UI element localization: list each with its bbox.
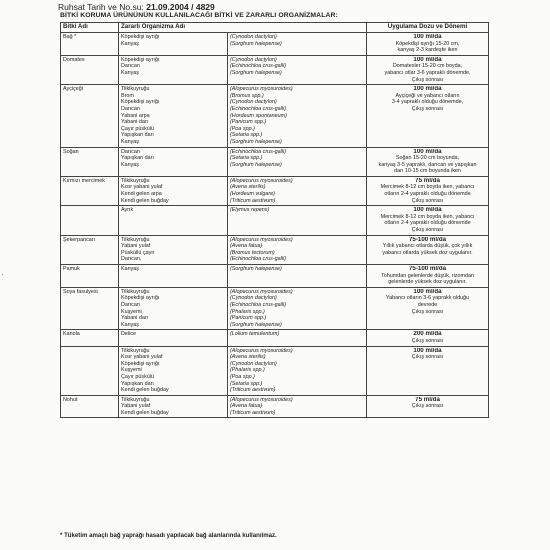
plant-name: Domates	[63, 56, 85, 63]
pest-common-name: Kanyaş	[121, 321, 139, 328]
pest-common-name: Yabani darı	[121, 315, 149, 322]
plant-name: Şekerpancarı	[63, 236, 96, 243]
dose-value: 100 ml/da	[413, 86, 442, 93]
pest-common-name: Kendi gelen buğday	[121, 409, 169, 416]
dose-note: Mercimek 8-12 cm boyda iken, yabancı	[380, 213, 475, 220]
pest-common-name: Darıcan	[121, 301, 140, 308]
dose-cell	[367, 235, 489, 264]
dose-cell	[367, 287, 489, 330]
table-row	[61, 235, 489, 264]
plant-name-cell	[61, 206, 119, 235]
pest-common-names-cell	[119, 395, 228, 418]
pest-common-names-cell	[119, 147, 228, 176]
plant-pest-table	[60, 22, 489, 418]
pest-scientific-names-cell	[228, 147, 367, 176]
dose-note: Çıkış sonrası	[411, 197, 444, 204]
plant-name-cell	[61, 330, 119, 346]
table-row	[61, 176, 489, 205]
pest-scientific-name: (Alopecurus myosuroides)	[230, 288, 293, 295]
pest-scientific-name: (Echinochloa crus-galli)	[230, 256, 287, 263]
plant-name: Ayçiçeği	[63, 86, 83, 93]
pest-common-name: Kuşyemi	[121, 367, 142, 374]
dose-note: Domatesler 15-20 cm boyda,	[392, 63, 463, 70]
pest-common-names-cell	[119, 206, 228, 235]
pest-common-name: Çayır püskülü	[121, 373, 154, 380]
dose-note: yabancı otlar 3-6 yapraklı dönemde,	[384, 69, 471, 76]
pest-scientific-name: (Poa spp.)	[230, 125, 255, 132]
pest-scientific-name: (Sorghum halepense)	[230, 40, 282, 47]
pest-scientific-name: (Bromus spp.)	[230, 92, 264, 99]
pest-common-name: Yapışkan darı	[121, 132, 154, 139]
dose-cell	[367, 395, 489, 418]
plant-name: Kanola	[63, 331, 80, 338]
table-row	[61, 147, 489, 176]
pest-scientific-name: (Echinochloa crus-galli)	[230, 148, 287, 155]
dose-note: Çıkış sonrası	[411, 76, 444, 83]
pest-scientific-name: (Sorghum halepense)	[230, 69, 282, 76]
pest-common-names-cell	[119, 33, 228, 56]
pest-scientific-name: (Echinochloa crus-galli)	[230, 301, 287, 308]
pest-common-names-cell	[119, 287, 228, 330]
pest-scientific-name: (Sorghum halepense)	[230, 138, 282, 145]
pest-common-name: Delice	[121, 331, 136, 338]
pest-common-name: Kısır yabani yulaf	[121, 184, 163, 191]
pest-common-name: Kuşyemi	[121, 308, 142, 315]
dose-note: yabancı otlarda yüksek doz uygulanır.	[382, 249, 473, 256]
dose-value: 100 ml/da	[413, 288, 442, 295]
pest-common-name: Darıcan,	[121, 256, 142, 263]
pest-scientific-names-cell	[228, 395, 367, 418]
dose-note: Soğan 15-20 cm boyunda,	[395, 155, 460, 162]
plant-name: Pamuk	[63, 266, 80, 272]
pest-common-name: Köpekdişi ayrığı	[121, 295, 160, 302]
pest-scientific-name: (Sorghum halepense)	[230, 321, 282, 328]
pest-scientific-names-cell	[228, 235, 367, 264]
pest-common-name: Kanyaş	[121, 266, 139, 272]
dose-value: 75-100 ml/da	[408, 266, 447, 272]
pest-scientific-names-cell	[228, 265, 367, 288]
dose-cell	[367, 55, 489, 84]
dose-value: 75-100 ml/da	[408, 236, 447, 243]
dose-cell	[367, 176, 489, 205]
pest-common-name: Tilkikuyruğu	[121, 347, 150, 354]
table-row	[61, 346, 489, 395]
pest-common-name: Tilkikuyruğu	[121, 177, 150, 184]
plant-name-cell	[61, 176, 119, 205]
pest-scientific-name: (Cynodon dactylon)	[230, 360, 277, 367]
pest-scientific-names-cell	[228, 287, 367, 330]
dose-cell	[367, 330, 489, 346]
pest-common-name: Yapışkan darı	[121, 380, 154, 387]
pest-scientific-name: (Avena sterilis)	[230, 354, 266, 361]
pest-scientific-names-cell	[228, 176, 367, 205]
table-row	[61, 265, 489, 288]
pest-scientific-name: (Triticum aestivum)	[230, 387, 276, 394]
pest-scientific-name: (Avena fatua)	[230, 243, 263, 250]
pest-common-name: Kanyaş	[121, 40, 139, 47]
dose-note: Tohumdan gelenlerde düşük, rizomdan	[381, 272, 474, 279]
table-row	[61, 330, 489, 346]
table-row	[61, 395, 489, 418]
pest-common-name: Yabani yulaf	[121, 403, 151, 410]
plant-name-cell	[61, 33, 119, 56]
column-header-plant: Bitki Adı	[61, 23, 119, 33]
dose-note: Mercimek 8-12 cm boyda iken, yabancı	[380, 184, 475, 191]
dose-note: Ayçiçeği ve yabancı otların	[395, 92, 460, 99]
pest-scientific-name: (Phalaris spp.)	[230, 308, 265, 315]
dose-value: 100 ml/da	[413, 34, 442, 40]
pest-scientific-name: (Setaria spp.)	[230, 380, 263, 387]
dose-note: kanyaş 2-3 kardeşte iken	[397, 47, 458, 54]
pest-scientific-name: (Lolium temulentum)	[230, 331, 280, 338]
pest-common-name: Darıcan	[121, 148, 140, 155]
plant-name-cell	[61, 346, 119, 395]
dose-note: Çıkış sonrası	[411, 403, 444, 410]
plant-name: Bağ *	[63, 34, 77, 40]
pest-scientific-name: (Setaria spp.)	[230, 155, 263, 162]
dose-note: Çıkış sonrası	[411, 227, 444, 234]
dose-value: 75 ml/da	[415, 177, 440, 184]
pest-scientific-name: (Alopecurus myosuroides)	[230, 236, 293, 243]
pest-scientific-name: (Sorghum halepense)	[230, 266, 282, 272]
pest-scientific-name: (Alopecurus myosuroides)	[230, 396, 293, 403]
pest-common-name: Kendi gelen arpa	[121, 191, 162, 198]
pest-common-name: Yapışkan darı	[121, 155, 154, 162]
pest-scientific-name: (Bromus tectorum)	[230, 249, 275, 256]
dose-note: gelenlerde yüksek doz uygulanır.	[388, 279, 467, 286]
dose-note: Çıkış sonrası	[411, 105, 444, 112]
plant-name-cell	[61, 265, 119, 288]
dose-note: 3-4 yapraklı olduğu dönemde,	[391, 99, 464, 106]
pest-scientific-name: (Alopecurus myosuroides)	[230, 86, 293, 93]
plant-name: Soya fasulyesi	[63, 288, 98, 295]
table-row	[61, 287, 489, 330]
dose-value: 100 ml/da	[413, 347, 442, 354]
plant-name-cell	[61, 85, 119, 147]
pest-scientific-name: (Cynodon dactylon)	[230, 56, 277, 63]
dose-cell	[367, 147, 489, 176]
plant-name: Nohut	[63, 396, 78, 403]
plant-name-cell	[61, 147, 119, 176]
dose-note: Köpekdişi ayrığı 15-20 cm,	[395, 40, 460, 47]
pest-scientific-names-cell	[228, 55, 367, 84]
dose-note: devrede	[417, 301, 438, 308]
pest-scientific-name: (Alopecurus myosuroides)	[230, 347, 293, 354]
pest-common-name: Brom	[121, 92, 134, 99]
pest-common-name: Kısır yabani yulaf	[121, 354, 163, 361]
dose-note: Çıkış sonrası	[411, 308, 444, 315]
table-row	[61, 33, 489, 56]
pest-common-name: Yabani arpa	[121, 112, 150, 119]
pest-common-names-cell	[119, 235, 228, 264]
pest-common-name: Tilkikuyruğu	[121, 288, 150, 295]
pest-scientific-name: (Avena sterilis)	[230, 184, 266, 191]
plant-name-cell	[61, 235, 119, 264]
pest-scientific-name: (Cynodon dactylon)	[230, 99, 277, 106]
dose-note: darı 10-15 cm boyunda iken	[394, 168, 461, 175]
pest-scientific-name: (Setaria spp.)	[230, 132, 263, 139]
pest-common-name: Püsküllü çayır	[121, 249, 155, 256]
pest-common-name: Tilkikuyruğu	[121, 396, 150, 403]
pest-scientific-name: (Cynodon dactylon)	[230, 295, 277, 302]
pest-scientific-name: (Hordeum vulgare)	[230, 191, 275, 198]
margin-mark: ·	[1, 270, 4, 279]
pest-common-name: Tilkikuyruğu	[121, 86, 150, 93]
pest-common-names-cell	[119, 85, 228, 147]
pest-common-names-cell	[119, 330, 228, 346]
dose-value: 75 ml/da	[415, 396, 440, 403]
pest-common-names-cell	[119, 55, 228, 84]
pest-scientific-name: (Avena fatua)	[230, 403, 263, 410]
pest-scientific-name: (Elymus repens)	[230, 207, 270, 214]
pest-scientific-name: (Alopecurus myosuroides)	[230, 177, 293, 184]
dose-value: 100 ml/da	[413, 207, 442, 214]
pest-scientific-name: (Echinochloa crus-galli)	[230, 105, 287, 112]
plant-name-cell	[61, 395, 119, 418]
pest-scientific-name: (Poa spp.)	[230, 373, 255, 380]
pest-scientific-name: (Panicum spp.)	[230, 315, 267, 322]
pest-common-name: Darıcan	[121, 105, 140, 112]
pest-common-name: Darıcan	[121, 63, 140, 70]
pest-common-name: Köpekdişi ayrığı	[121, 34, 160, 40]
pest-common-name: Kanyaş	[121, 138, 139, 145]
dose-value: 100 ml/da	[413, 148, 442, 155]
pest-scientific-names-cell	[228, 33, 367, 56]
plant-name-cell	[61, 55, 119, 84]
pest-scientific-names-cell	[228, 330, 367, 346]
dose-note: kanyaş 3-5 yapraklı, darıcan ve yapışkan	[378, 161, 477, 168]
table-row	[61, 85, 489, 147]
pest-common-name: Köpekdişi ayrığı	[121, 56, 160, 63]
pest-common-names-cell	[119, 176, 228, 205]
pest-scientific-name: (Phalaris spp.)	[230, 367, 265, 374]
license-value: 21.09.2004 / 4829	[146, 2, 215, 12]
dose-value: 200 ml/da	[413, 331, 442, 338]
pest-scientific-names-cell	[228, 85, 367, 147]
pest-scientific-names-cell	[228, 346, 367, 395]
table-row	[61, 206, 489, 235]
pest-common-name: Yabani yulaf	[121, 243, 151, 250]
table-header-row	[61, 23, 489, 33]
column-header-pest: Zararlı Organizma Adı	[119, 23, 367, 33]
pest-common-name: Tilkikuyruğu	[121, 236, 150, 243]
pest-common-names-cell	[119, 346, 228, 395]
dose-cell	[367, 33, 489, 56]
pest-common-name: Kanyaş	[121, 69, 139, 76]
dose-note: Çıkış sonrası	[411, 354, 444, 361]
section-title: BİTKİ KORUMA ÜRÜNÜNÜN KULLANILACAĞI BİTKİ VE ZARARLI ORGANİZMALAR:	[60, 12, 338, 19]
plant-name: Kırmızı mercimek	[63, 177, 105, 184]
pest-common-name: Köpekdişi ayrığı	[121, 99, 160, 106]
pest-common-name: Kendi gelen buğday	[121, 387, 169, 394]
plant-name: Soğan	[63, 148, 79, 155]
dose-cell	[367, 346, 489, 395]
column-header-dose: Uygulama Dozu ve Dönemi	[367, 23, 489, 33]
dose-note: otların 2-4 yapraklı olduğu dönemde	[384, 191, 471, 198]
license-label: Ruhsat Tarih ve No.su:	[58, 2, 144, 12]
pest-common-name: Ayrık	[121, 207, 134, 214]
pest-scientific-name: (Triticum aestivum)	[230, 409, 276, 416]
pest-common-name: Kendi gelen buğday	[121, 197, 169, 204]
plant-name-cell	[61, 287, 119, 330]
pest-scientific-names-cell	[228, 206, 367, 235]
pest-scientific-name: (Panicum spp.)	[230, 119, 267, 126]
pest-scientific-name: (Triticum aestivum)	[230, 197, 276, 204]
pest-scientific-name: (Sorghum halepense)	[230, 161, 282, 168]
pest-common-name: Kanyaş	[121, 161, 139, 168]
pest-common-name: Çayır püskülü	[121, 125, 154, 132]
pest-common-names-cell	[119, 265, 228, 288]
footnote: * Tüketim amaçlı bağ yaprağı hasadı yapılacak bağ alanlarında kullanılmaz.	[60, 532, 277, 539]
dose-cell	[367, 265, 489, 288]
pest-common-name: Yabani darı	[121, 119, 149, 126]
dose-note: Yıllık yabancı otlarda düşük, çok yıllık	[382, 243, 473, 250]
pest-common-name: Köpekdişi ayrığı	[121, 360, 160, 367]
pest-scientific-name: (Hordeum spontaneum)	[230, 112, 287, 119]
dose-note: otların 2-4 yapraklı olduğu dönemde	[384, 220, 471, 227]
dose-cell	[367, 85, 489, 147]
dose-note: Yabancı otların 3-6 yapraklı olduğu	[385, 295, 470, 302]
dose-note: Çıkış sonrası	[411, 337, 444, 344]
table-row	[61, 55, 489, 84]
dose-value: 100 ml/da	[413, 56, 442, 63]
dose-cell	[367, 206, 489, 235]
pest-scientific-name: (Cynodon dactylon)	[230, 34, 277, 40]
pest-scientific-name: (Echinochloa crus-galli)	[230, 63, 287, 70]
